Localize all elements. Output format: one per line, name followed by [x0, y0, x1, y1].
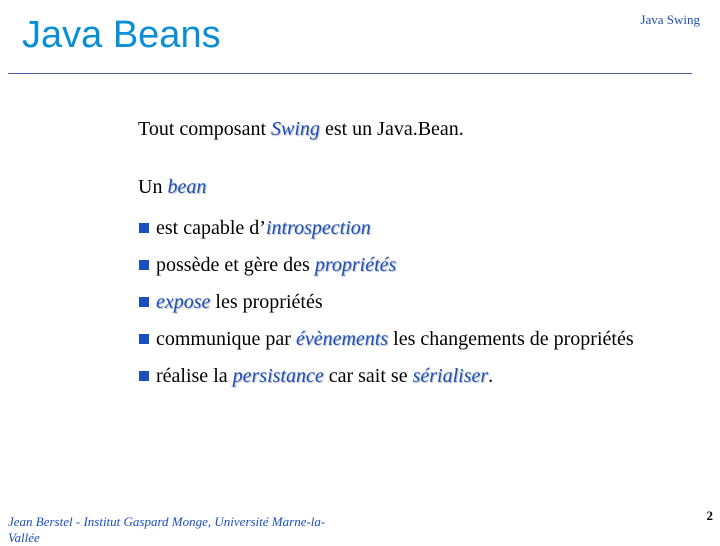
text-run: est capable d’ [156, 217, 266, 239]
text-run: les changements de propriétés [388, 328, 634, 350]
title-divider [8, 73, 692, 74]
text-run: possède et gère des [156, 254, 315, 276]
emphasized-term: propriétés [314, 254, 397, 276]
bullet-item [138, 364, 698, 388]
bullet-text [156, 290, 698, 314]
square-bullet-icon [139, 223, 149, 233]
emphasized-term: Swing [271, 118, 320, 140]
text-run: Un [138, 176, 168, 198]
text-run: réalise la [156, 365, 233, 387]
lead-paragraph [138, 175, 698, 199]
text-run: les propriétés [210, 291, 323, 313]
bullet-text [156, 327, 698, 351]
bullet-item [138, 216, 698, 240]
intro-paragraph [138, 117, 698, 141]
bullet-item [138, 327, 698, 351]
bullet-list [138, 216, 698, 388]
emphasized-term: bean [167, 176, 207, 198]
bullet-item [138, 290, 698, 314]
text-run: . [488, 365, 494, 387]
square-bullet-icon [139, 371, 149, 381]
slide-body [138, 117, 698, 388]
bullet-text [156, 253, 698, 277]
text-run: est un Java.Bean. [319, 118, 464, 140]
text-run: communique par [156, 328, 296, 350]
text-run: car sait se [323, 365, 413, 387]
slide-title: Java Beans [22, 14, 221, 56]
emphasized-term: expose [156, 291, 211, 313]
square-bullet-icon [139, 260, 149, 270]
header-topic: Java Swing [640, 12, 700, 27]
bullet-text [156, 216, 698, 240]
text-run: Tout composant [138, 118, 272, 140]
emphasized-term: évènements [295, 328, 389, 350]
emphasized-term: persistance [232, 365, 324, 387]
bullet-item [138, 253, 698, 277]
square-bullet-icon [139, 334, 149, 344]
page-number: 2 [706, 508, 713, 523]
bullet-text [156, 364, 698, 388]
emphasized-term: introspection [265, 217, 371, 239]
footer-author: Jean Berstel - Institut Gaspard Monge, Université Marne-la-Vallée [8, 514, 326, 545]
emphasized-term: sérialiser [412, 365, 489, 387]
square-bullet-icon [139, 297, 149, 307]
